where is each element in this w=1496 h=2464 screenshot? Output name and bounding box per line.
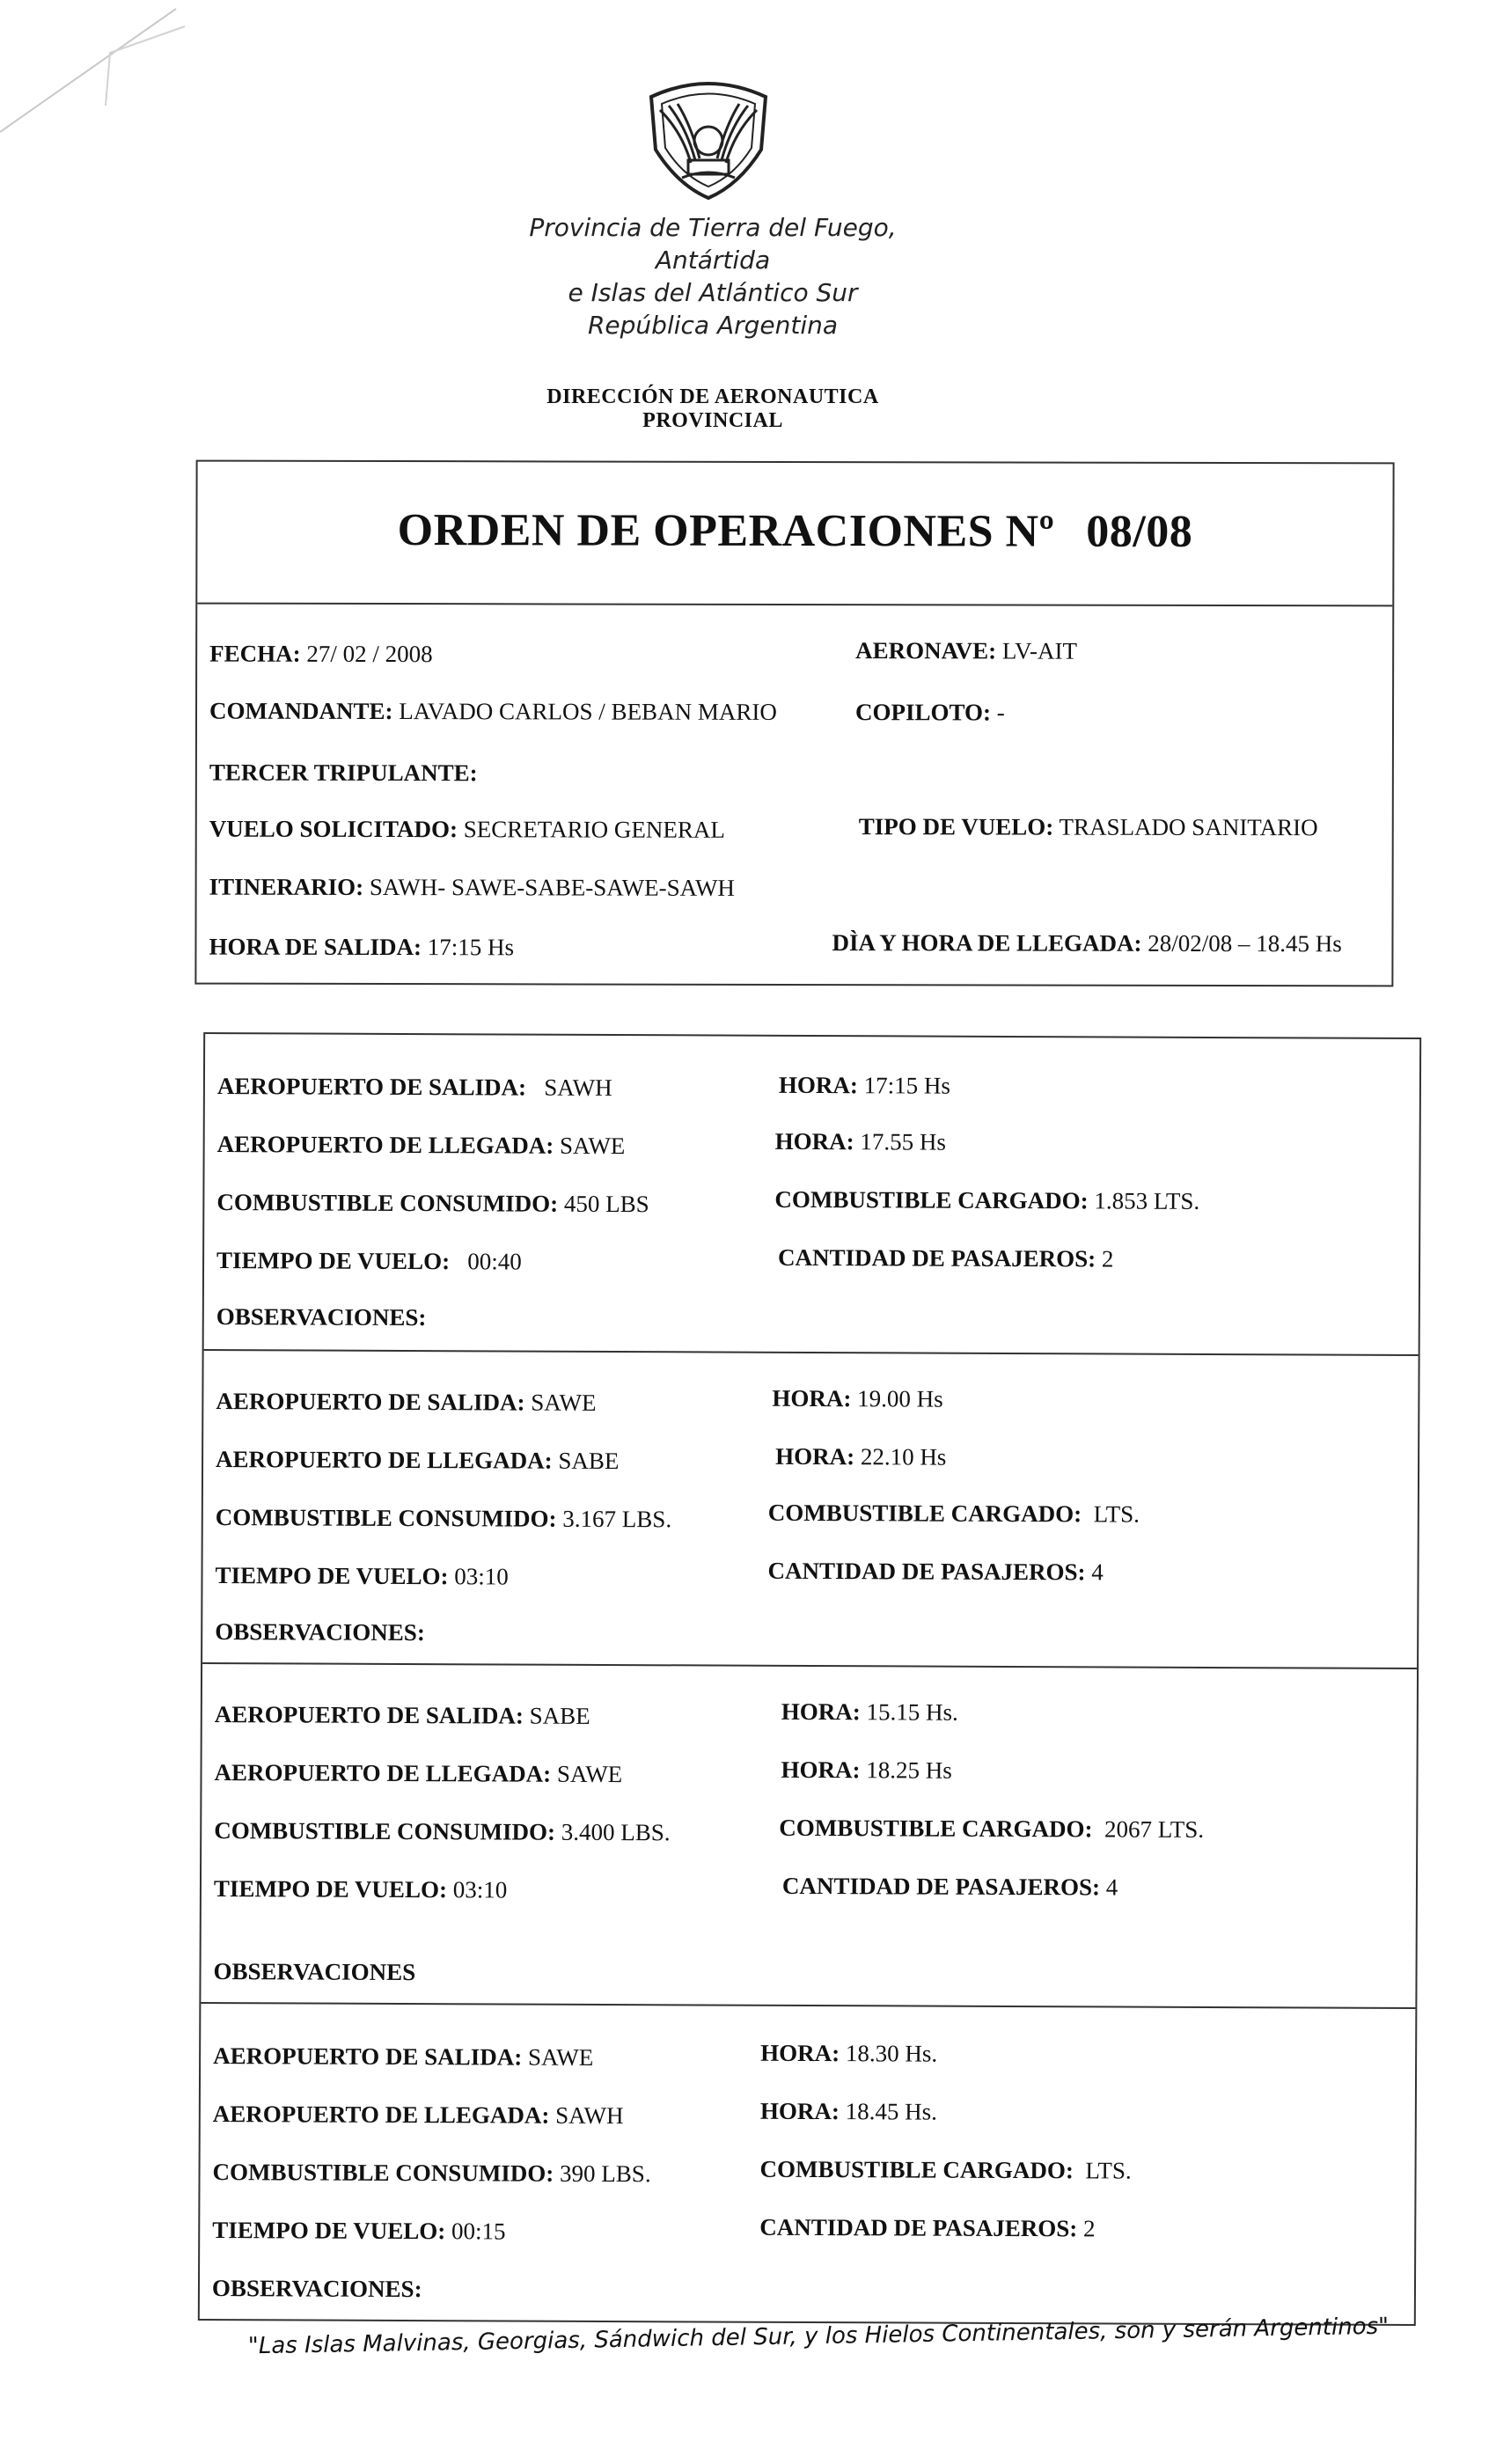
field-observaciones: OBSERVACIONES:	[216, 1303, 427, 1331]
field-aeropuerto-llegada: AEROPUERTO DE LLEGADA: SAWH	[212, 2101, 624, 2130]
field-hora-salida: HORA: 19.00 Hs	[772, 1384, 943, 1412]
field-value: 00:40	[467, 1248, 522, 1275]
field-combustible-consumido: COMBUSTIBLE CONSUMIDO: 3.167 LBS.	[215, 1504, 672, 1533]
field-value: 19.00 Hs	[857, 1385, 943, 1412]
field-value: LV-AIT	[1001, 637, 1078, 664]
field-value: 3.400 LBS.	[561, 1818, 671, 1846]
flight-segments-box	[198, 1032, 1421, 2326]
field-value: 390 LBS.	[560, 2160, 651, 2188]
province-line: e Islas del Atlántico Sur	[568, 278, 858, 307]
field-aeropuerto-salida: AEROPUERTO DE SALIDA: SAWE	[213, 2042, 594, 2071]
field-fecha: FECHA: 27/ 02 / 2008	[209, 640, 433, 668]
field-copiloto: COPILOTO: -	[854, 699, 1005, 726]
field-cantidad-pasajeros: CANTIDAD DE PASAJEROS: 4	[767, 1557, 1104, 1586]
field-observaciones: OBSERVACIONES	[213, 1958, 416, 1986]
field-value: SABE	[558, 1447, 620, 1475]
field-value: SAWH- SAWE-SABE-SAWE-SAWH	[369, 873, 735, 901]
field-value: 2	[1101, 1245, 1114, 1272]
title-row	[197, 462, 1392, 607]
field-combustible-cargado: COMBUSTIBLE CARGADO: LTS.	[767, 1499, 1140, 1528]
field-value: 3.167 LBS.	[562, 1505, 672, 1533]
field-value: 27/ 02 / 2008	[306, 640, 433, 668]
field-vuelo-solicitado: VUELO SOLICITADO: SECRETARIO GENERAL	[209, 815, 725, 843]
flight-segment	[202, 1351, 1419, 1669]
field-observaciones: OBSERVACIONES:	[215, 1618, 425, 1646]
field-value: 03:10	[454, 1563, 509, 1590]
field-tiempo-vuelo: TIEMPO DE VUELO: 03:10	[215, 1562, 509, 1590]
field-hora-salida: HORA: 18.30 Hs.	[760, 2039, 938, 2067]
province-name	[440, 211, 986, 341]
field-value: LAVADO CARLOS / BEBAN MARIO	[399, 698, 777, 725]
field-value: 2	[1083, 2215, 1096, 2242]
province-line: Antártida	[655, 246, 771, 275]
field-combustible-consumido: COMBUSTIBLE CONSUMIDO: 390 LBS.	[212, 2159, 651, 2188]
field-value: 17:15 Hs	[427, 934, 515, 961]
field-aeronave: AERONAVE: LV-AIT	[855, 637, 1078, 664]
field-value: 00:15	[451, 2218, 506, 2245]
field-hora-llegada: HORA: 22.10 Hs	[775, 1442, 947, 1470]
field-value: 4	[1105, 1874, 1118, 1901]
field-hora-salida: HORA: 17:15 Hs	[778, 1071, 951, 1099]
footer-motto: "Las Islas Malvinas, Georgias, Sándwich del Sur, y los Hielos Continentales, son y serán Argentinos"	[247, 2313, 1390, 2360]
field-value: 1.853 LTS.	[1094, 1187, 1200, 1214]
field-value: 17:15 Hs	[863, 1072, 951, 1099]
field-value: SAWH	[544, 1074, 612, 1102]
field-cantidad-pasajeros: CANTIDAD DE PASAJEROS: 2	[759, 2213, 1096, 2242]
field-comandante: COMANDANTE: LAVADO CARLOS / BEBAN MARIO	[209, 697, 777, 725]
field-tiempo-vuelo: TIEMPO DE VUELO: 00:40	[216, 1247, 522, 1275]
order-header-box	[194, 460, 1394, 987]
field-value: 22.10 Hs	[860, 1443, 947, 1470]
field-value: SABE	[529, 1702, 590, 1729]
field-llegada: DÌA Y HORA DE LLEGADA: 28/02/08 – 18.45 Hs	[832, 929, 1342, 957]
field-combustible-cargado: COMBUSTIBLE CARGADO: 1.853 LTS.	[774, 1185, 1200, 1214]
field-combustible-consumido: COMBUSTIBLE CONSUMIDO: 3.400 LBS.	[214, 1817, 671, 1846]
field-value: 4	[1091, 1558, 1104, 1586]
department-line: DIRECCIÓN DE AERONAUTICA	[546, 385, 879, 408]
province-line: Provincia de Tierra del Fuego,	[529, 213, 897, 242]
field-aeropuerto-salida: AEROPUERTO DE SALIDA: SABE	[214, 1701, 590, 1729]
page-fold-mark	[0, 0, 202, 220]
field-tiempo-vuelo: TIEMPO DE VUELO: 00:15	[212, 2217, 506, 2245]
flight-segment	[201, 1664, 1417, 2009]
field-combustible-cargado: COMBUSTIBLE CARGADO: LTS.	[759, 2155, 1132, 2184]
field-value: -	[996, 699, 1005, 726]
field-value: 18.45 Hs.	[845, 2098, 937, 2125]
provincial-seal	[642, 79, 774, 202]
field-value: 450 LBS	[563, 1190, 649, 1218]
order-number: 08/08	[1086, 506, 1193, 557]
field-combustible-cargado: COMBUSTIBLE CARGADO: 2067 LTS.	[779, 1814, 1205, 1843]
field-value: 2067 LTS.	[1104, 1815, 1205, 1843]
department-line: PROVINCIAL	[642, 409, 783, 432]
field-aeropuerto-llegada: AEROPUERTO DE LLEGADA: SAWE	[214, 1759, 623, 1788]
field-value: TRASLADO SANITARIO	[1059, 813, 1318, 841]
flight-segment	[204, 1034, 1420, 1356]
field-value: 17.55 Hs	[860, 1128, 946, 1155]
page-title	[197, 504, 1392, 559]
field-cantidad-pasajeros: CANTIDAD DE PASAJEROS: 2	[778, 1243, 1114, 1272]
field-value: SAWE	[556, 1760, 623, 1788]
field-aeropuerto-llegada: AEROPUERTO DE LLEGADA: SAWE	[216, 1131, 626, 1160]
field-tipo-vuelo: TIPO DE VUELO: TRASLADO SANITARIO	[858, 813, 1318, 841]
field-value: 15.15 Hs.	[866, 1698, 958, 1726]
field-value: SAWE	[527, 2043, 594, 2071]
field-hora-salida: HORA DE SALIDA: 17:15 Hs	[209, 933, 515, 961]
field-combustible-consumido: COMBUSTIBLE CONSUMIDO: 450 LBS	[216, 1189, 649, 1218]
field-cantidad-pasajeros: CANTIDAD DE PASAJEROS: 4	[781, 1872, 1118, 1901]
field-tercer-tripulante: TERCER TRIPULANTE:	[209, 759, 478, 787]
field-aeropuerto-salida: AEROPUERTO DE SALIDA: SAWE	[216, 1388, 597, 1416]
department-name	[440, 385, 986, 433]
field-value: SAWH	[555, 2101, 624, 2130]
field-value: LTS.	[1093, 1500, 1140, 1528]
field-value: SAWE	[559, 1132, 626, 1160]
field-value: 03:10	[452, 1876, 508, 1903]
field-tiempo-vuelo: TIEMPO DE VUELO: 03:10	[213, 1875, 508, 1903]
field-value: 28/02/08 – 18.45 Hs	[1148, 929, 1342, 957]
field-value: 18.25 Hs	[866, 1756, 952, 1784]
flight-segment	[200, 2004, 1416, 2326]
field-observaciones: OBSERVACIONES:	[211, 2275, 422, 2303]
field-hora-salida: HORA: 15.15 Hs.	[781, 1698, 958, 1726]
province-line: República Argentina	[587, 311, 839, 340]
field-value: SECRETARIO GENERAL	[463, 816, 725, 843]
field-value: 18.30 Hs.	[845, 2040, 938, 2067]
field-hora-llegada: HORA: 17.55 Hs	[774, 1127, 946, 1155]
field-aeropuerto-salida: AEROPUERTO DE SALIDA: SAWH	[216, 1073, 612, 1102]
field-itinerario: ITINERARIO: SAWH- SAWE-SABE-SAWE-SAWH	[209, 873, 735, 901]
field-hora-llegada: HORA: 18.45 Hs.	[759, 2097, 937, 2125]
field-aeropuerto-llegada: AEROPUERTO DE LLEGADA: SABE	[216, 1446, 620, 1475]
field-value: LTS.	[1085, 2157, 1132, 2184]
field-value: SAWE	[531, 1389, 597, 1416]
order-title: ORDEN DE OPERACIONES Nº	[397, 505, 1055, 557]
field-hora-llegada: HORA: 18.25 Hs	[781, 1756, 952, 1784]
